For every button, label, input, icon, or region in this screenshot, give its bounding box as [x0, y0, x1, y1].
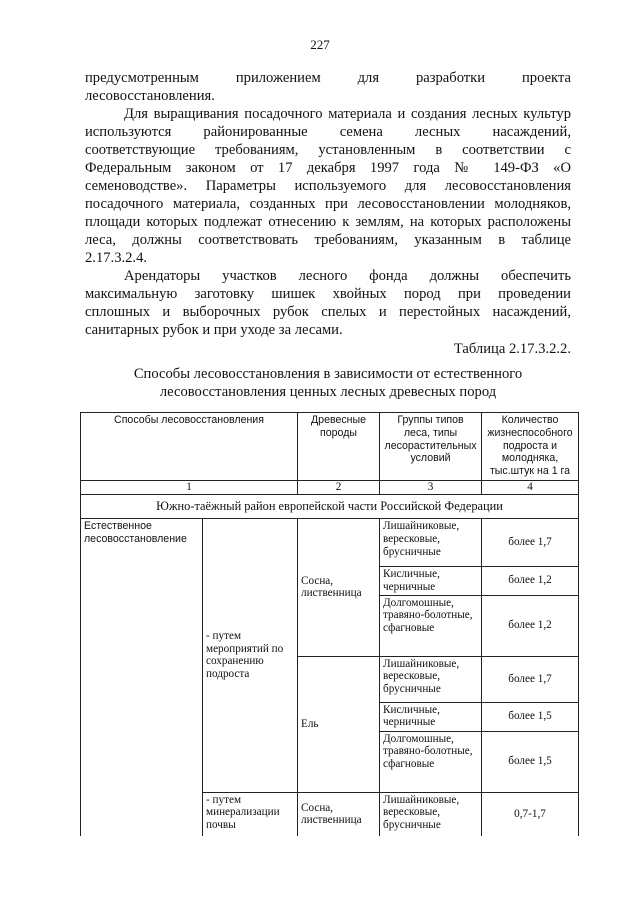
species-pine-larch: Сосна, лиственница [298, 519, 380, 657]
forest-type-longmoss: Долгомошные, травяно-болотные, сфагновые [380, 595, 482, 656]
header-forest-types: Группы типов леса, типы лесорастительных условий [380, 413, 482, 481]
value-cell: более 1,5 [482, 702, 579, 731]
method-natural: Естественное лесовосстановление [81, 519, 203, 837]
paragraph-line: Для выращивания посадочного материала и создания лесных культур [124, 106, 571, 122]
paragraph-line: Федеральным законом от 17 декабря 1997 года № 149-ФЗ «О [85, 160, 571, 176]
forest-type-longmoss: Долгомошные, травяно-болотные, сфагновые [380, 731, 482, 792]
species-pine-larch: Сосна, лиственница [298, 792, 380, 836]
forest-type-lichen: Лишайниковые, вересковые, брусничные [380, 656, 482, 702]
paragraph-line: лесовосстановления. [85, 88, 215, 104]
forest-type-sorrel: Кисличные, черничные [380, 567, 482, 596]
paragraph-line: санитарных рубок и при уходе за лесами. [85, 322, 343, 338]
value-cell: более 1,7 [482, 656, 579, 702]
paragraph-line: Арендаторы участков лесного фонда должны обеспечить [124, 268, 571, 284]
forest-restoration-table [80, 412, 579, 836]
col-number: 3 [380, 481, 482, 495]
value-cell: 0,7-1,7 [482, 792, 579, 836]
page-number: 227 [310, 37, 330, 52]
paragraph-line: сплошных и выборочных рубок спелых и перестойных насаждений, [85, 304, 571, 320]
col-number: 2 [298, 481, 380, 495]
paragraph-line: используются районированные семена лесных насаждений, [85, 124, 571, 140]
table-number: Таблица 2.17.3.2.2. [453, 341, 571, 357]
paragraph-line: соответствующие требованиям, установленным в соответствии с [85, 142, 571, 158]
value-cell: более 1,2 [482, 595, 579, 656]
paragraph-line: леса, должны соответствовать требованиям, указанным в таблице [85, 232, 571, 248]
header-species: Древесные породы [298, 413, 380, 481]
forest-type-lichen: Лишайниковые, вересковые, брусничные [380, 519, 482, 567]
forest-type-lichen: Лишайниковые, вересковые, брусничные [380, 792, 482, 836]
value-cell: более 1,5 [482, 731, 579, 792]
region-row: Южно-таёжный район европейской части Российской Федерации [81, 495, 579, 519]
table-caption-line: лесовосстановления ценных лесных древесных пород [159, 384, 497, 400]
header-methods: Способы лесовосстановления [81, 413, 298, 481]
forest-type-sorrel: Кисличные, черничные [380, 702, 482, 731]
value-cell: более 1,7 [482, 519, 579, 567]
paragraph-line: 2.17.3.2.4. [85, 250, 148, 266]
col-number: 4 [482, 481, 579, 495]
paragraph-line: площади которых подлежат отнесению к землям, на которых расположены [85, 214, 571, 230]
paragraph-line: максимальную заготовку шишек хвойных пород при проведении [85, 286, 571, 302]
species-spruce: Ель [298, 656, 380, 792]
table-caption-line: Способы лесовосстановления в зависимости от естественного [133, 366, 523, 382]
header-count: Количество жизнеспособного подроста и молодняка, тыс.штук на 1 га [482, 413, 579, 481]
method-preserve-undergrowth: - путем мероприятий по сохранению подроста [203, 519, 298, 793]
value-cell: более 1,2 [482, 567, 579, 596]
paragraph-line: семеноводстве». Параметры используемого для лесовосстановления [85, 178, 571, 194]
paragraph-line: посадочного материала, созданных при лесовосстановлении молодняков, [85, 196, 571, 212]
col-number: 1 [81, 481, 298, 495]
paragraph-line: предусмотренным приложением для разработки проекта [85, 70, 571, 86]
method-soil-mineralization: - путем минерализации почвы [203, 792, 298, 836]
